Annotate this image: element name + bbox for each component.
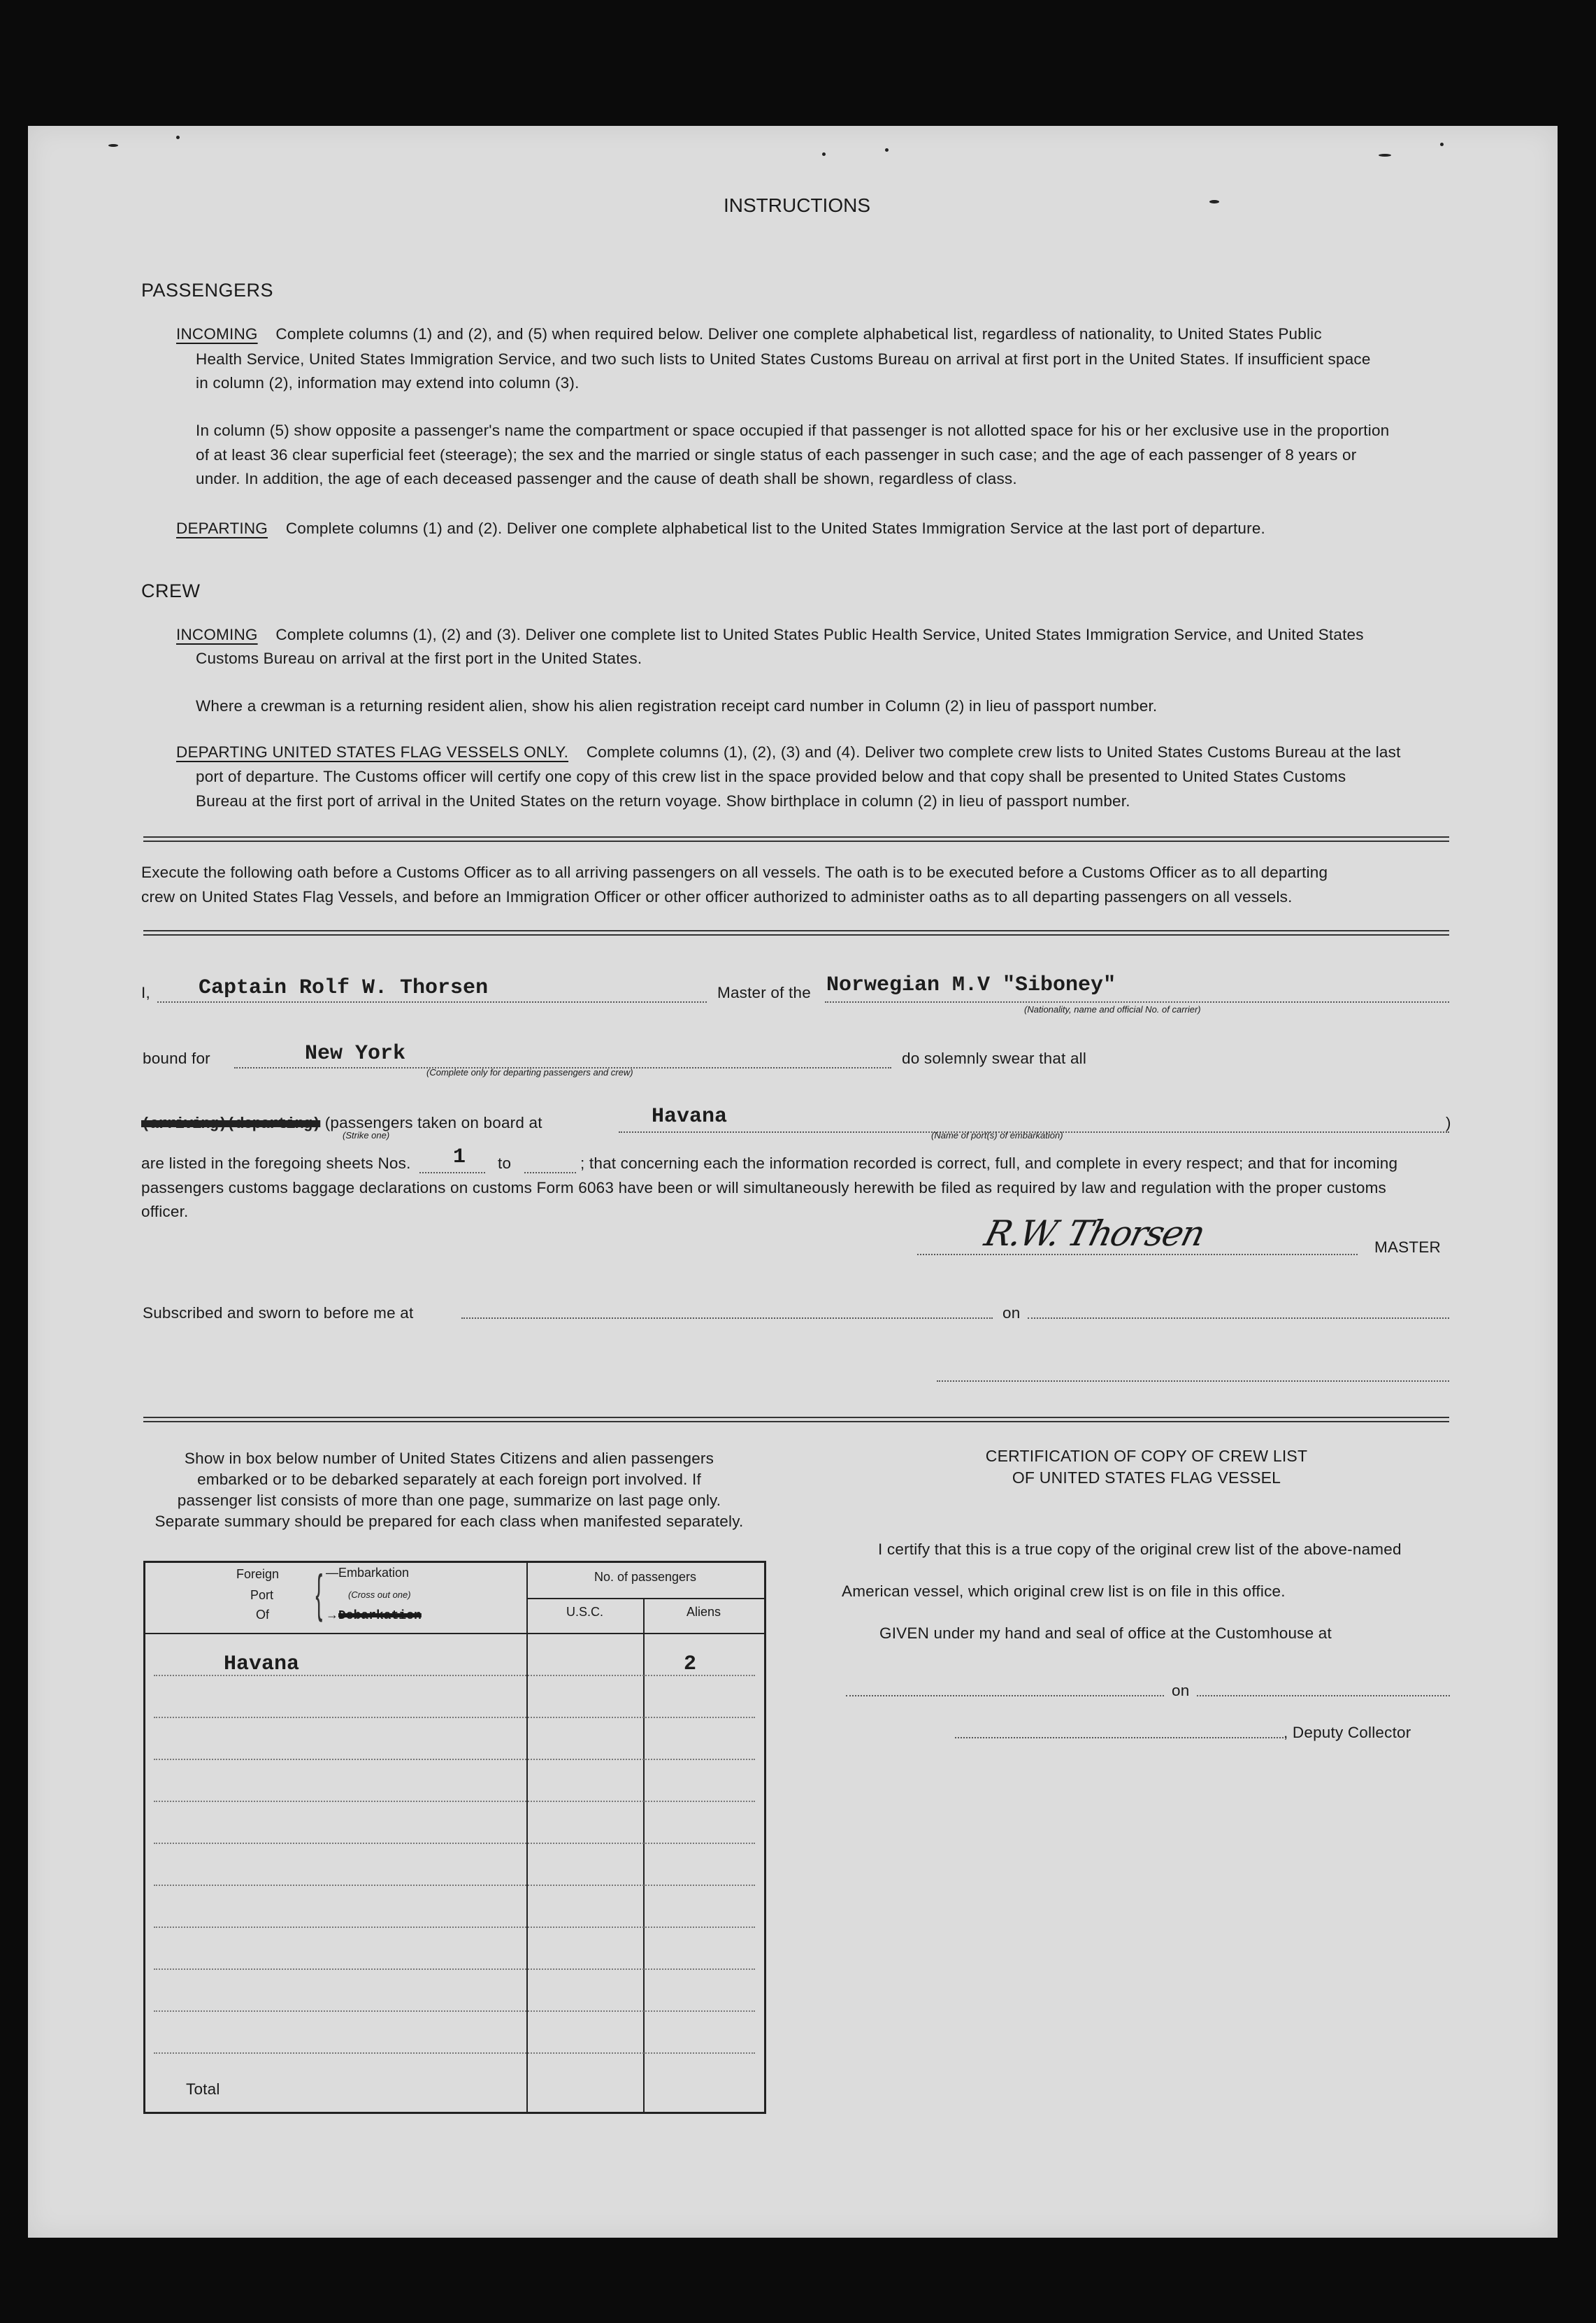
crew-departing-line1: [176, 740, 1401, 764]
certification-date-line: [1197, 1695, 1450, 1696]
subscribed-date-line: [1028, 1317, 1449, 1319]
summary-instr-line1: Show in box below number of United States Citizens and alien passengers: [184, 1450, 714, 1467]
port-caption: (Name of port(s) of embarkation): [931, 1130, 1063, 1141]
master-label: MASTER: [1374, 1238, 1441, 1256]
speck-mark: [1379, 154, 1391, 157]
head-cross: (Cross out one): [348, 1589, 411, 1600]
summary-instr-line3: passenger list consists of more than one page, summarize on last page only.: [177, 1492, 721, 1509]
row-rule: [154, 1801, 755, 1802]
certification-on-label: on: [1172, 1682, 1190, 1699]
row-rule: [154, 1843, 755, 1844]
speck-mark: [1209, 200, 1219, 203]
passengers-departing-text: Complete columns (1) and (2). Deliver one complete alphabetical list to the United States Immigration Service at the last port of departure.: [285, 520, 1265, 537]
oath-i-label: I,: [141, 984, 150, 1001]
passengers-departing: [176, 516, 1265, 541]
sheet-to-line: [524, 1172, 576, 1173]
speck-mark: [885, 148, 889, 152]
crew-incoming-label: INCOMING: [176, 626, 258, 643]
brace-icon: {: [315, 1564, 323, 1622]
row-rule: [154, 2052, 755, 2054]
summary-instr-line2: embarked or to be debarked separately at each foreign port involved. If: [197, 1471, 701, 1488]
column5-line2: of at least 36 clear superficial feet (steerage); the sex and the married or single status of each passenger in such case; and the age of each passenger of 8 years or: [196, 446, 1357, 464]
crew-departing-line3: Bureau at the first port of arrival in the United States on the return voyage. Show birthplace in column (2) in lieu of passport number.: [196, 792, 1130, 810]
column5-line3: under. In addition, the age of each deceased passenger and the cause of death shall be shown, regardless of class.: [196, 470, 1017, 487]
bound-for-value: New York: [305, 1042, 406, 1066]
crew-departing-label: DEPARTING UNITED STATES FLAG VESSELS ONLY.: [176, 743, 569, 761]
master-signature: R.W. Thorsen: [980, 1213, 1209, 1254]
sheet-from: 1: [453, 1145, 466, 1169]
table-row-port: Havana: [224, 1652, 300, 1676]
row-rule: [154, 1927, 755, 1928]
header-divider: [526, 1598, 764, 1599]
deputy-signature-line: [955, 1737, 1284, 1738]
column5-line1: In column (5) show opposite a passenger's name the compartment or space occupied if that passenger is not allotted space for his or her exclusive use in the proportion: [196, 422, 1390, 439]
taken-on-board-text: (passengers taken on board at: [324, 1114, 542, 1131]
subscribed-place-line: [461, 1317, 993, 1319]
officer-signature-line: [937, 1380, 1449, 1382]
row-rule: [154, 1717, 755, 1718]
vessel-line: [825, 1001, 1449, 1003]
oath-intro-line1: Execute the following oath before a Customs Officer as to all arriving passengers on all vessels. The oath is to be executed before a Customs Officer as to all departing: [141, 864, 1328, 881]
oath-line3: officer.: [141, 1203, 189, 1220]
sheets-label: are listed in the foregoing sheets Nos.: [141, 1155, 411, 1172]
sheets-rest: ; that concerning each the information recorded is correct, full, and complete in every respect; and that for incoming: [580, 1155, 1398, 1172]
struck-arriving-departing: (arriving)(departing): [141, 1115, 321, 1133]
strike-caption: (Strike one): [343, 1130, 390, 1141]
subscribed-label: Subscribed and sworn to before me at: [143, 1304, 414, 1322]
struck-option: [141, 1110, 542, 1136]
swear-text: do solemnly swear that all: [902, 1050, 1087, 1067]
certification-place-line: [846, 1695, 1164, 1696]
certification-line2: American vessel, which original crew list is on file in this office.: [842, 1582, 1286, 1600]
sheet-from-line: [419, 1172, 485, 1173]
row-rule: [154, 1968, 755, 1970]
head-port: Port: [250, 1588, 274, 1602]
head-embarkation: —Embarkation: [326, 1566, 410, 1580]
row-rule: [154, 2010, 755, 2012]
head-embarkation-label: Embarkation: [338, 1566, 410, 1580]
deputy-collector-label: , Deputy Collector: [1284, 1724, 1411, 1741]
passengers-heading: PASSENGERS: [141, 280, 274, 301]
passengers-incoming-line1: [176, 322, 1322, 346]
close-paren: ): [1446, 1114, 1451, 1131]
head-debarkation-label: Debarkation: [338, 1609, 422, 1623]
vessel-caption: (Nationality, name and official No. of carrier): [1024, 1004, 1201, 1015]
crew-departing-text: Complete columns (1), (2), (3) and (4). Deliver two complete crew lists to United States Customs Bureau at the last: [586, 743, 1401, 761]
crew-incoming-line2: Customs Bureau on arrival at the first port in the United States.: [196, 650, 642, 667]
subscribed-on-label: on: [1002, 1304, 1021, 1322]
head-foreign: Foreign: [236, 1567, 280, 1581]
header-bottom-rule: [145, 1633, 764, 1634]
speck-mark: [1440, 143, 1444, 146]
head-no-passengers: No. of passengers: [594, 1570, 697, 1584]
crew-departing-line2: port of departure. The Customs officer will certify one copy of this crew list in the space provided below and that copy shall be presented to United States Customs: [196, 768, 1346, 785]
passengers-incoming-line3: in column (2), information may extend into column (3).: [196, 374, 580, 392]
speck-mark: [176, 136, 180, 139]
table-row-aliens: 2: [684, 1652, 697, 1676]
certification-title-line2: OF UNITED STATES FLAG VESSEL: [1012, 1468, 1281, 1487]
master-name-line: [157, 1001, 707, 1003]
certification-line3: GIVEN under my hand and seal of office at the Customhouse at: [879, 1624, 1332, 1642]
head-aliens: Aliens: [686, 1605, 721, 1619]
page-title: INSTRUCTIONS: [724, 194, 870, 216]
passengers-incoming-text: Complete columns (1) and (2), and (5) when required below. Deliver one complete alphabetical list, regardless of nationality, to United States Public: [275, 325, 1322, 343]
crew-heading: CREW: [141, 580, 201, 601]
double-rule: [143, 930, 1449, 931]
speck-mark: [822, 152, 826, 156]
bound-caption: (Complete only for departing passengers and crew): [426, 1067, 633, 1078]
master-name: Captain Rolf W. Thorsen: [199, 976, 489, 1000]
oath-line2: passengers customs baggage declarations on customs Form 6063 have been or will simultaneously herewith be filed as required by law and regulation with the proper customs: [141, 1179, 1386, 1196]
head-of: Of: [256, 1608, 270, 1622]
head-debarkation: →Debarkation: [326, 1608, 422, 1623]
oath-intro-line2: crew on United States Flag Vessels, and before an Immigration Officer or other officer authorized to administer oaths as to all departing passengers on all vessels.: [141, 888, 1293, 906]
passengers-incoming-line2: Health Service, United States Immigration Service, and two such lists to United States Customs Bureau on arrival at first port in the United States. If insufficient space: [196, 350, 1371, 368]
embarkation-port: Havana: [652, 1105, 728, 1129]
bound-for-label: bound for: [143, 1050, 210, 1067]
double-rule: [143, 836, 1449, 838]
passengers-incoming-label: INCOMING: [176, 325, 258, 343]
crew-alien-text: Where a crewman is a returning resident alien, show his alien registration receipt card number in Column (2) in lieu of passport number.: [196, 697, 1158, 715]
to-label: to: [498, 1155, 512, 1172]
passengers-departing-label: DEPARTING: [176, 520, 268, 537]
row-rule: [154, 1759, 755, 1760]
passenger-summary-table: [143, 1561, 766, 2114]
column-divider: [526, 1563, 528, 2112]
row-rule: [154, 1885, 755, 1886]
head-usc: U.S.C.: [566, 1605, 603, 1619]
double-rule: [143, 1417, 1449, 1418]
total-label: Total: [186, 2080, 220, 2098]
master-of-label: Master of the: [717, 984, 811, 1001]
certification-line1: I certify that this is a true copy of the original crew list of the above-named: [878, 1541, 1402, 1558]
crew-incoming-line1: [176, 622, 1364, 647]
summary-instr-line4: Separate summary should be prepared for each class when manifested separately.: [154, 1513, 744, 1530]
signature-line: [917, 1254, 1358, 1255]
speck-mark: [108, 144, 118, 147]
certification-title-line1: CERTIFICATION OF COPY OF CREW LIST: [985, 1447, 1308, 1465]
vessel-name: Norwegian M.V "Siboney": [826, 973, 1116, 997]
crew-incoming-text: Complete columns (1), (2) and (3). Deliver one complete list to United States Public Health Service, United States Immigration Service, and United States: [275, 626, 1364, 643]
